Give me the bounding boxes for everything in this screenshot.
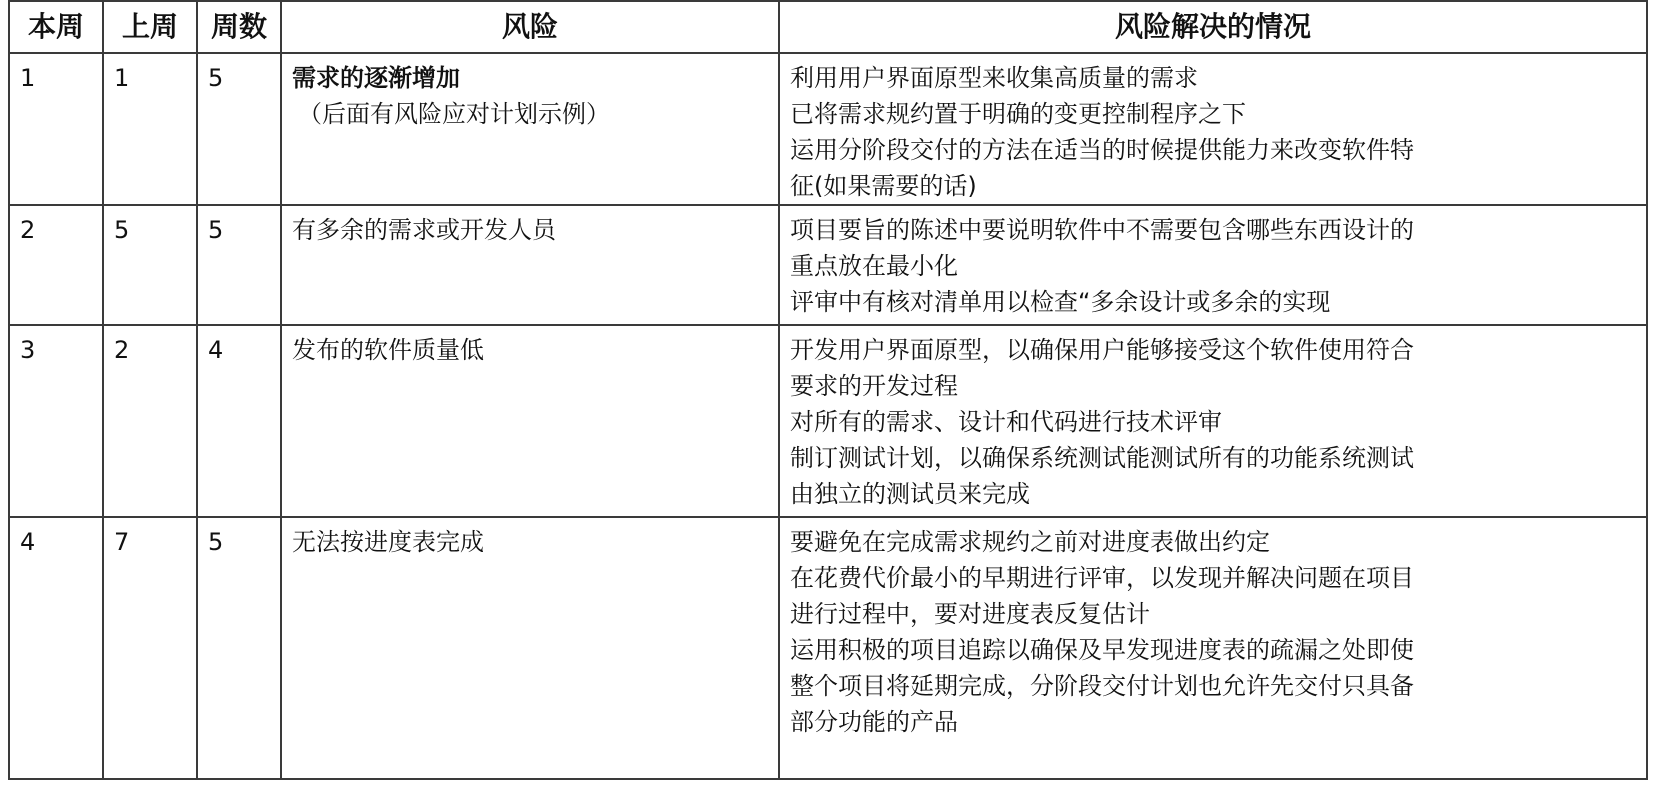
table-row — [9, 205, 1647, 325]
resolution-line: 要避免在完成需求规约之前对进度表做出约定 — [790, 528, 1270, 556]
resolution-line: 部分功能的产品 — [790, 708, 958, 736]
resolution-line: 重点放在最小化 — [790, 252, 958, 280]
cell-resolution — [779, 53, 1647, 205]
header-weeks: 周数 — [197, 1, 281, 53]
cell-resolution — [779, 205, 1647, 325]
cell-risk — [281, 325, 779, 517]
resolution-line: 由独立的测试员来完成 — [790, 480, 1030, 508]
header-last-week: 上周 — [103, 1, 197, 53]
resolution-line: 评审中有核对清单用以检查“多余设计或多余的实现 — [790, 288, 1331, 316]
header-resolution: 风险解决的情况 — [779, 1, 1647, 53]
resolution-line: 在花费代价最小的早期进行评审，以发现并解决问题在项目 — [790, 564, 1414, 592]
cell-this-week: 1 — [9, 53, 103, 205]
cell-resolution — [779, 325, 1647, 517]
cell-this-week: 2 — [9, 205, 103, 325]
header-risk: 风险 — [281, 1, 779, 53]
cell-weeks: 5 — [197, 53, 281, 205]
cell-resolution — [779, 517, 1647, 779]
resolution-line: 利用用户界面原型来收集高质量的需求 — [790, 64, 1198, 92]
cell-this-week: 3 — [9, 325, 103, 517]
resolution-line: 要求的开发过程 — [790, 372, 958, 400]
header-this-week: 本周 — [9, 1, 103, 53]
risk-note: （后面有风险应对计划示例） — [298, 100, 610, 128]
cell-weeks: 4 — [197, 325, 281, 517]
risk-title: 无法按进度表完成 — [292, 528, 484, 556]
resolution-line: 制订测试计划，以确保系统测试能测试所有的功能系统测试 — [790, 444, 1414, 472]
resolution-line: 进行过程中，要对进度表反复估计 — [790, 600, 1150, 628]
cell-risk — [281, 53, 779, 205]
table-row — [9, 53, 1647, 205]
table-row — [9, 517, 1647, 779]
risk-title: 有多余的需求或开发人员 — [292, 216, 556, 244]
cell-last-week: 2 — [103, 325, 197, 517]
table-row — [9, 325, 1647, 517]
resolution-line: 项目要旨的陈述中要说明软件中不需要包含哪些东西设计的 — [790, 216, 1414, 244]
cell-last-week: 7 — [103, 517, 197, 779]
resolution-line: 运用分阶段交付的方法在适当的时候提供能力来改变软件特 — [790, 136, 1414, 164]
risk-table — [8, 0, 1648, 780]
resolution-line: 开发用户界面原型，以确保用户能够接受这个软件使用符合 — [790, 336, 1414, 364]
resolution-line: 整个项目将延期完成，分阶段交付计划也允许先交付只具备 — [790, 672, 1414, 700]
cell-weeks: 5 — [197, 517, 281, 779]
risk-title: 发布的软件质量低 — [292, 336, 484, 364]
cell-risk — [281, 205, 779, 325]
resolution-line: 已将需求规约置于明确的变更控制程序之下 — [790, 100, 1246, 128]
table-header-row — [9, 1, 1647, 53]
cell-this-week: 4 — [9, 517, 103, 779]
resolution-line: 运用积极的项目追踪以确保及早发现进度表的疏漏之处即使 — [790, 636, 1414, 664]
resolution-line: 征(如果需要的话) — [790, 172, 977, 200]
resolution-line: 对所有的需求、设计和代码进行技术评审 — [790, 408, 1222, 436]
cell-last-week: 5 — [103, 205, 197, 325]
risk-title: 需求的逐渐增加 — [292, 64, 460, 92]
cell-risk — [281, 517, 779, 779]
cell-last-week: 1 — [103, 53, 197, 205]
cell-weeks: 5 — [197, 205, 281, 325]
